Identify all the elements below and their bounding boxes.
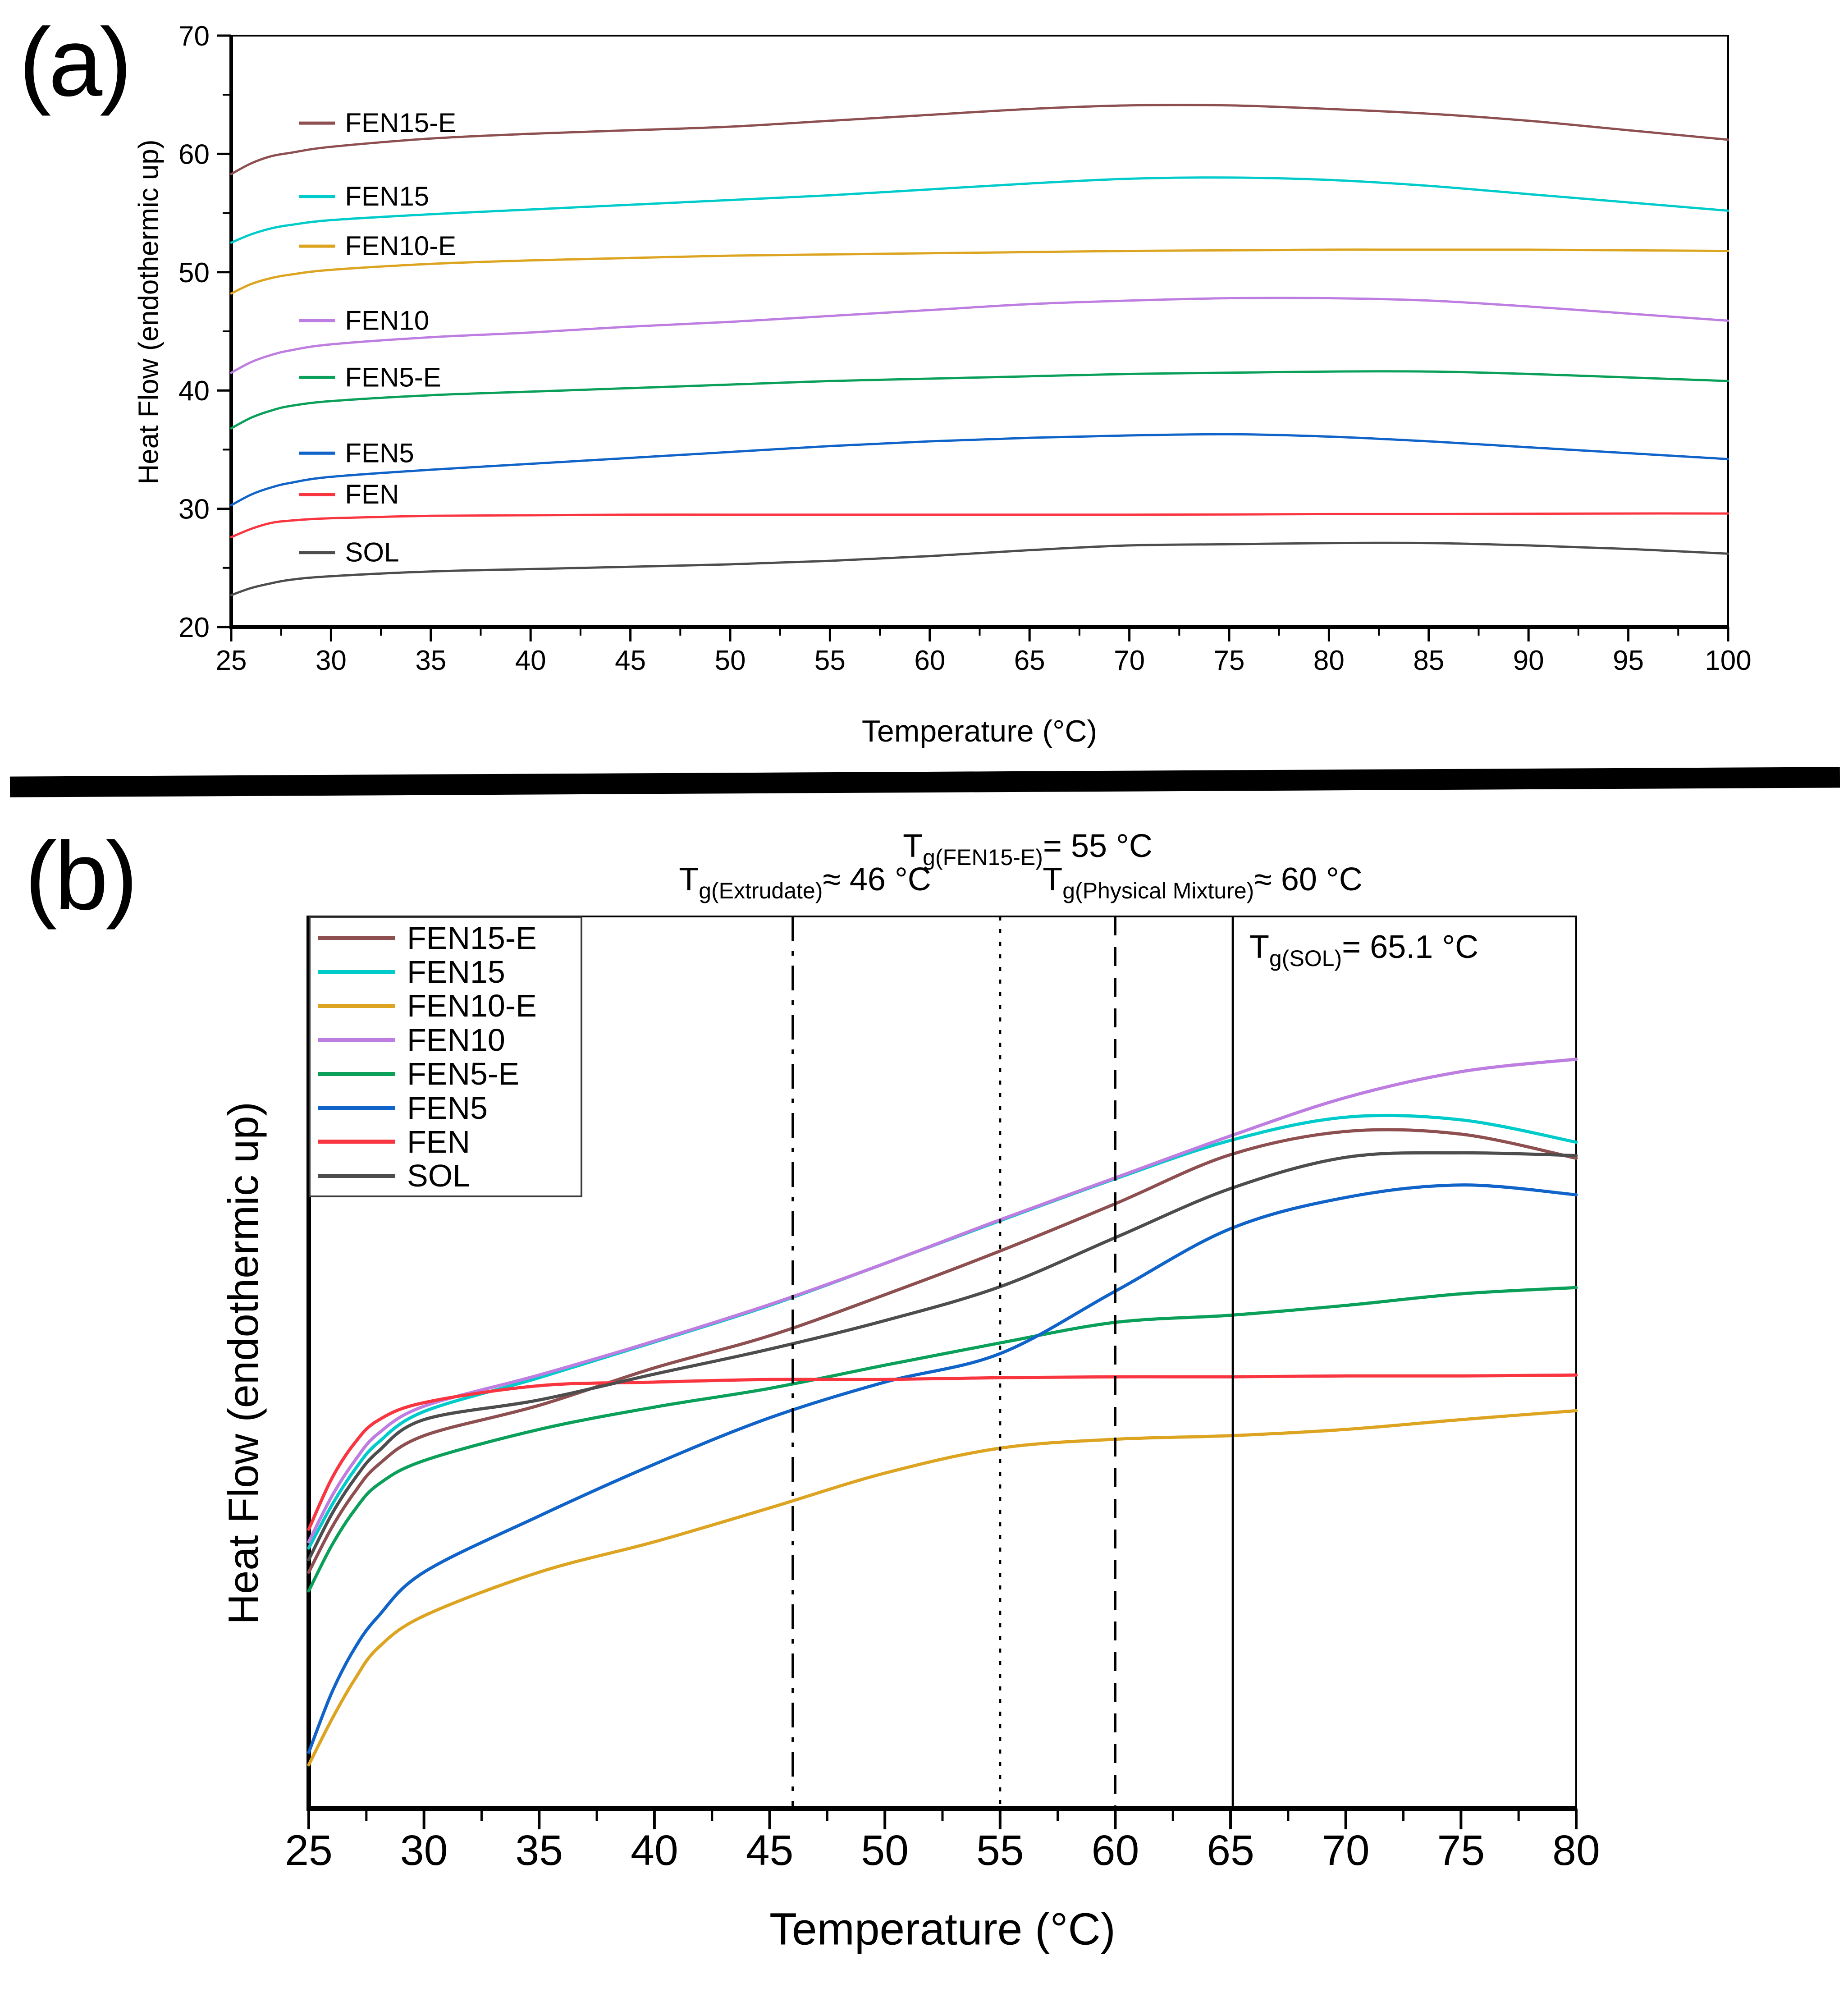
annotation-pre: T [1043, 861, 1063, 898]
x-tick-label: 40 [515, 645, 546, 676]
annotation-value: = 65.1 °C [1342, 929, 1479, 965]
panel-a-y-axis-title: Heat Flow (endothermic up) [133, 139, 165, 485]
legend-swatch-FEN15 [318, 970, 395, 974]
series-curve-SOL [231, 543, 1728, 595]
x-tick-label: 55 [814, 645, 846, 676]
series-curve-FEN5-E-b [309, 1287, 1576, 1591]
legend-item-FEN [318, 1126, 581, 1158]
x-tick-label: 90 [1513, 645, 1544, 676]
legend-item-FEN5-E [318, 1058, 581, 1090]
legend-swatch-FEN10-E [318, 1004, 395, 1008]
series-curve-FEN10-E-b [309, 1411, 1576, 1765]
x-tick-label: 55 [976, 1827, 1024, 1874]
x-tick-label: 35 [515, 1827, 563, 1874]
x-tick-label: 25 [285, 1827, 333, 1874]
legend-swatch-FEN [318, 1140, 395, 1144]
annotation-value: ≈ 60 °C [1254, 861, 1363, 898]
series-curve-FEN [231, 513, 1728, 537]
series-label-FEN: FEN [345, 479, 399, 510]
x-tick-label: 45 [746, 1827, 794, 1874]
panel-a-x-axis-title: Temperature (°C) [861, 714, 1098, 748]
annotation-subscript: g(Physical Mixture) [1062, 878, 1254, 903]
annotation-tg-sol [1249, 930, 1478, 971]
x-tick-label: 35 [415, 645, 447, 676]
legend-label-FEN10-E: FEN10-E [407, 988, 537, 1024]
series-curve-FEN-b [309, 1375, 1576, 1529]
legend-swatch-FEN10 [318, 1038, 395, 1042]
legend-label-FEN: FEN [407, 1124, 470, 1159]
x-tick-label: 70 [1114, 645, 1145, 676]
x-tick-label: 80 [1313, 645, 1345, 676]
x-tick-label: 80 [1552, 1827, 1600, 1874]
x-tick-label: 100 [1705, 645, 1752, 676]
legend-swatch-SOL [318, 1174, 395, 1178]
panel-b-tag: (b) [25, 821, 135, 930]
y-tick-label: 50 [178, 257, 210, 289]
legend-label-FEN5: FEN5 [407, 1090, 488, 1126]
x-tick-label: 75 [1213, 645, 1245, 676]
series-label-FEN10-E: FEN10-E [345, 231, 457, 261]
x-tick-label: 65 [1207, 1827, 1254, 1874]
legend-label-SOL: SOL [407, 1158, 471, 1194]
x-tick-label: 30 [315, 645, 347, 676]
series-curve-FEN5 [231, 434, 1728, 505]
series-label-FEN10: FEN10 [345, 305, 430, 336]
x-tick-label: 65 [1014, 645, 1045, 676]
legend-label-FEN10: FEN10 [407, 1022, 505, 1058]
panel-b-legend [309, 916, 582, 1197]
panel-b-x-axis-title: Temperature (°C) [769, 1904, 1116, 1955]
y-tick-label: 20 [178, 612, 210, 643]
legend-swatch-FEN15-E [318, 936, 395, 940]
legend-item-FEN5 [318, 1092, 581, 1124]
x-tick-label: 95 [1613, 645, 1644, 676]
x-tick-label: 75 [1437, 1827, 1485, 1874]
annotation-pre: T [1249, 929, 1269, 965]
annotation-subscript: g(FEN15-E) [923, 845, 1043, 870]
series-label-FEN15: FEN15 [345, 181, 430, 211]
annotation-value: = 55 °C [1043, 828, 1153, 864]
x-tick-label: 50 [714, 645, 746, 676]
annotation-subscript: g(SOL) [1269, 946, 1342, 971]
x-tick-label: 60 [1091, 1827, 1139, 1874]
annotation-subscript: g(Extrudate) [699, 878, 823, 903]
series-label-SOL: SOL [345, 537, 399, 568]
x-tick-label: 25 [215, 645, 247, 676]
x-tick-label: 60 [914, 645, 946, 676]
x-tick-label: 70 [1322, 1827, 1370, 1874]
legend-label-FEN15: FEN15 [407, 954, 505, 990]
panel-a-chart [178, 21, 1752, 676]
series-curve-FEN5-b [309, 1185, 1576, 1753]
legend-item-FEN10-E [318, 988, 581, 1024]
legend-label-FEN15-E: FEN15-E [407, 920, 537, 956]
annotation-pre: T [679, 861, 699, 898]
panel-b-y-axis-title: Heat Flow (endothermic up) [220, 1102, 267, 1625]
legend-swatch-FEN5 [318, 1106, 395, 1110]
legend-label-FEN5-E: FEN5-E [407, 1056, 519, 1092]
legend-swatch-FEN5-E [318, 1072, 395, 1076]
series-curve-FEN5-E [231, 371, 1728, 429]
legend-item-SOL [318, 1158, 581, 1194]
legend-item-FEN15 [318, 956, 581, 988]
y-tick-label: 30 [178, 494, 210, 525]
y-tick-label: 40 [178, 376, 210, 407]
y-tick-label: 60 [178, 139, 210, 170]
series-label-FEN15-E: FEN15-E [345, 108, 457, 138]
annotation-pre: T [903, 828, 923, 864]
x-tick-label: 30 [400, 1827, 448, 1874]
legend-item-FEN15-E [318, 922, 581, 954]
series-curve-SOL-b [309, 1153, 1576, 1560]
legend-item-FEN10 [318, 1024, 581, 1056]
annotation-tg-extrudate [679, 862, 931, 903]
series-curve-FEN10 [231, 298, 1728, 373]
y-tick-label: 70 [178, 21, 210, 52]
panel-a-tag: (a) [19, 8, 129, 116]
x-tick-label: 50 [861, 1827, 909, 1874]
series-label-FEN5: FEN5 [345, 438, 414, 468]
series-label-FEN5-E: FEN5-E [345, 362, 441, 393]
annotation-tg-physical-mixture [1043, 862, 1363, 903]
x-tick-label: 45 [615, 645, 646, 676]
x-tick-label: 40 [631, 1827, 678, 1874]
annotation-value: ≈ 46 °C [823, 861, 931, 898]
x-tick-label: 85 [1413, 645, 1445, 676]
